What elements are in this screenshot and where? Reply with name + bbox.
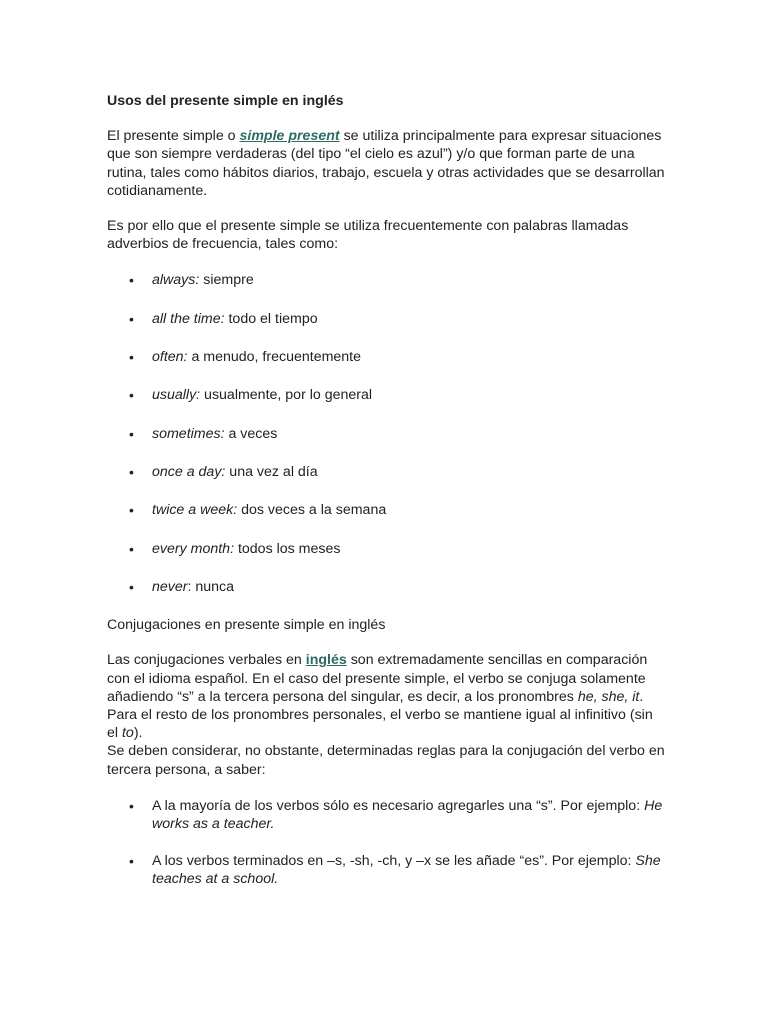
adverb-term: every month: [152,540,235,557]
adverb-meaning: todo el tiempo [224,310,318,327]
rule-example: She teaches at a school. [152,853,661,888]
list-item [107,852,667,888]
document-title: Usos del presente simple en inglés [107,93,344,109]
conjugations-paragraph [107,651,667,742]
conj-text-middle: son extremadamente sencillas en comparación con el idioma español. En el caso del presente simple, el verbo se conjuga solamente añadiendo “s” a la tercera persona del singular, es decir, a los pronombres [107,652,648,705]
bullet-icon: • [129,272,134,289]
list-item [107,540,667,578]
section-heading-conjugations: Conjugaciones en presente simple en inglés [107,617,386,634]
bullet-icon: • [129,853,134,870]
adverb-meaning: : nunca [187,578,235,595]
rules-intro-paragraph: Se deben considerar, no obstante, determinadas reglas para la conjugación del verbo en tercera persona, a saber: [107,743,665,778]
list-item [107,501,667,539]
list-item [107,797,667,833]
conj-pronouns: he, she, it [577,688,640,705]
bullet-icon: • [129,310,134,327]
rule-text: A la mayoría de los verbos sólo es necesario agregarles una “s”. Por ejemplo: [152,797,645,814]
bullet-icon: • [129,387,134,404]
rule-text: A los verbos terminados en –s, -sh, -ch, y –x se les añade “es”. Por ejemplo: [152,853,636,870]
conj-text-end: ). [133,725,143,742]
conj-text-rest: . Para el resto de los pronombres personales, el verbo se mantiene igual al infinitivo (sin el [107,688,653,742]
adverb-meaning: usualmente, por lo general [200,387,373,404]
conj-text-start: Las conjugaciones verbales en [107,652,306,669]
adverbs-list [107,271,667,616]
adverb-term: once a day: [152,463,226,480]
adverb-term: often: [152,349,188,366]
bullet-icon: • [129,502,134,519]
adverb-meaning: siempre [199,272,254,289]
adverb-meaning: a menudo, frecuentemente [187,349,362,366]
list-item [107,425,667,463]
adverb-term: sometimes: [152,425,225,442]
adverb-term: never [152,578,188,595]
list-item [107,578,667,616]
list-item [107,310,667,348]
ingles-link[interactable]: inglés [305,652,347,669]
intro-paragraph [107,127,667,200]
rule-example: He works as a teacher. [152,797,663,832]
bullet-icon: • [129,349,134,366]
adverbs-intro-paragraph: Es por ello que el presente simple se utiliza frecuentemente con palabras llamadas adverbios de frecuencia, tales como: [107,218,629,253]
adverb-term: twice a week: [152,502,238,519]
list-item [107,386,667,424]
adverb-term: always: [152,272,200,289]
adverb-meaning: dos veces a la semana [237,502,387,519]
bullet-icon: • [129,425,134,442]
document-page [107,92,667,908]
adverb-meaning: a veces [224,425,278,442]
adverb-term: usually: [152,387,201,404]
bullet-icon: • [129,540,134,557]
list-item [107,271,667,309]
adverb-term: all the time: [152,310,225,327]
list-item [107,348,667,386]
bullet-icon: • [129,463,134,480]
bullet-icon: • [129,578,134,595]
intro-text-end: se utiliza principalmente para expresar situaciones que son siempre verdaderas (del tipo “el cielo es azul”) y/o que forman parte de una rutina, tales como hábitos diarios, trabajo, escuela y otras actividades que se desarrollan cotidianamente. [107,128,665,199]
conj-to: to [121,725,134,742]
adverb-meaning: una vez al día [225,463,318,480]
adverb-meaning: todos los meses [234,540,341,557]
rules-list [107,797,667,889]
simple-present-link[interactable]: simple present [239,128,340,145]
list-item [107,463,667,501]
bullet-icon: • [129,797,134,814]
intro-text-start: El presente simple o [107,128,240,145]
